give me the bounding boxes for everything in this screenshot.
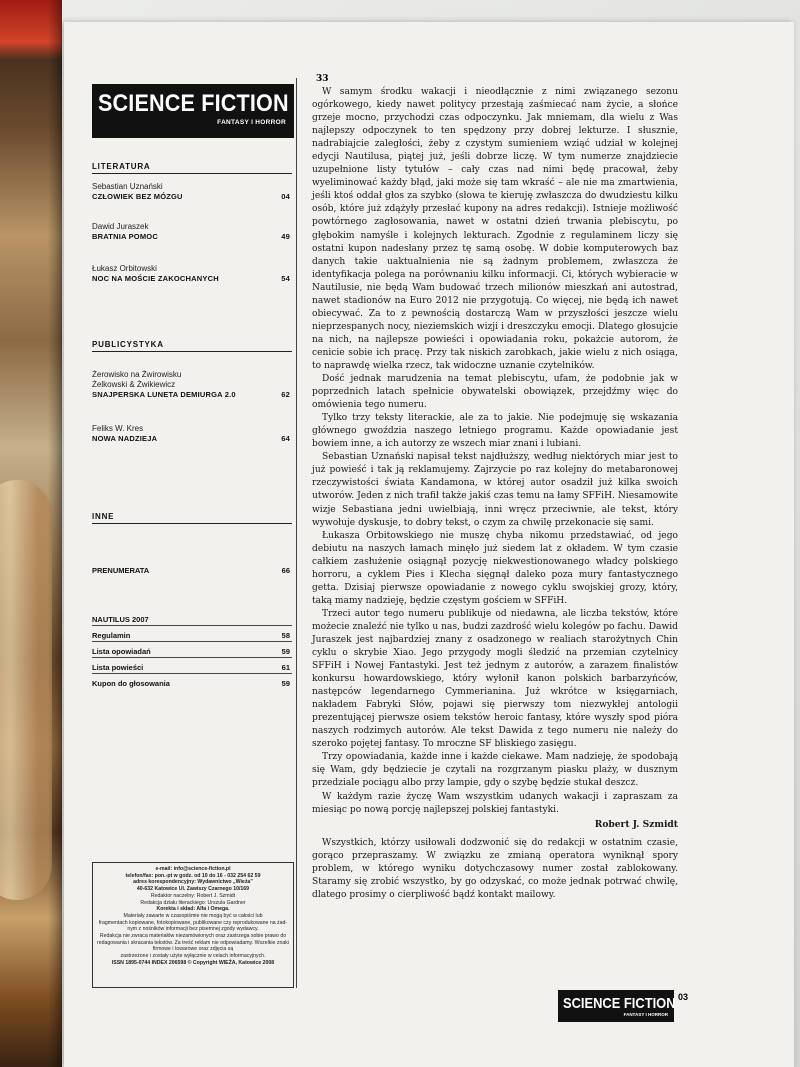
imprint-legal: redagowania i skracania tekstów. Za treść reklam nie odpowiadamy. Wszelkie znaki bbox=[97, 939, 289, 946]
editorial-paragraph: Łukasza Orbitowskiego nie muszę chyba nikomu przedstawiać, od jego debiutu na naszych łamach minęło już siedem lat z okładem. W tym czasie całkiem zasłużenie osiągnął pozycję niekwestionowanego władcy polskiego horroru, a cyklem Pies i Klecha sięgnął daleko poza mury fantastycznego getta. Dzisiaj pierwsze opowiadanie z nowego cyklu swojskiej grozy, który, taką mamy nadzieję, będzie częstym gościem w SFFiH. bbox=[312, 530, 678, 606]
toc-author: Sebastian Uznański bbox=[92, 182, 163, 191]
toc-page: 58 bbox=[281, 631, 290, 640]
toc-title: SNAJPERSKA LUNETA DEMIURGA 2.0 bbox=[92, 390, 236, 399]
toc-author-second: Żelkowski & Żwikiewicz bbox=[92, 380, 176, 389]
nautilus-item[interactable] bbox=[92, 646, 292, 658]
cover-illustration bbox=[0, 480, 52, 900]
toc-page: 54 bbox=[281, 274, 290, 283]
toc-author: Dawid Juraszek bbox=[92, 222, 149, 231]
page-number: 03 bbox=[678, 992, 689, 1002]
toc-entry-prenumerata[interactable] bbox=[92, 566, 292, 576]
toc-page: 64 bbox=[281, 434, 290, 443]
footer-logo bbox=[558, 990, 674, 1022]
editorial-paragraph: Tylko trzy teksty literackie, ale za to jakie. Nie podejmuję się wskazania głównego gwoździa naszego letniego programu. Każde opowiadanie jest bowiem inne, a ich autorzy ze wszech miar znani i lubiani. bbox=[312, 413, 678, 450]
masthead-subtitle: FANTASY I HORROR bbox=[217, 119, 286, 126]
editorial-paragraph: Trzy opowiadania, każde inne i każde ciekawe. Mam nadzieję, że spodobają się Wam, gdy będziecie je czytali na rozgrzanym piasku plaży, w dusznym przedziale pociągu albo przy lampie, gdy o szybę będzie stukał deszcz. bbox=[312, 752, 678, 789]
toc-title: NOC NA MOŚCIE ZAKOCHANYCH bbox=[92, 274, 219, 283]
imprint-literary: Redakcja działu literackiego: Urszula Gardner bbox=[140, 899, 246, 906]
editorial-text bbox=[312, 86, 678, 902]
imprint-phone: telefon/fax: pon.-pt w godz. od 10 do 16 - 032 254 62 59 bbox=[125, 872, 261, 879]
nautilus-item-label: Lista powieści bbox=[92, 663, 144, 672]
toc-page: 04 bbox=[281, 192, 290, 201]
imprint-address-city: 40-632 Katowice Ul. Zawiszy Czarnego 10/169 bbox=[136, 886, 250, 893]
toc-page: 49 bbox=[281, 232, 290, 241]
toc-entry[interactable] bbox=[92, 424, 292, 444]
toc-page: 59 bbox=[281, 679, 290, 688]
magazine-cover-edge bbox=[0, 0, 62, 1067]
imprint-proof: Korekta i skład: Alfa i Omega. bbox=[156, 906, 230, 913]
editorial-number: 33 bbox=[316, 74, 329, 84]
spine-shadow bbox=[48, 0, 62, 1067]
editorial-paragraph: Trzeci autor tego numeru publikuje od niedawna, ale liczba tekstów, które możecie znaleźć nie tylko u nas, budzi zazdrość wielu kolegów po fachu. Dawid Juraszek jest najbardziej znany z osadzonego w realiach starożytnych Chin cyklu o skrybie Xiao. Jego przygody mogli śledzić na przemian czytelnicy SFFiH i Nowej Fantastyki. Jest też jednym z autorów, a zarazem finalistów konkursu howardowskiego, który wyłonił kanon polskich barbarzyńców, następców legendarnego Cymmerianina. Już wkrótce w księgarniach, nakładem Fabryki Słów, pojawi się pierwszy tom niezwykłej antologii prezentującej pierwsze osiem tekstów heroic fantasy, które wyszły spod pióra naszych rodzimych autorów. Ale tekst Dawida z tego numeru nie należy do szeroko pojętej fantasy. To mroczne SF bliskiego zasięgu. bbox=[312, 608, 678, 750]
toc-entry[interactable] bbox=[92, 182, 292, 202]
toc-page: 66 bbox=[281, 566, 290, 575]
toc-title: CZŁOWIEK BEZ MÓZGU bbox=[92, 192, 183, 201]
editorial-note: Wszystkich, którzy usiłowali dodzwonić się do redakcji w ostatnim czasie, gorąco przepraszamy. W związku ze zmianą operatora wyniknął spory problem, w którego wyniku dotychczasowy numer został zablokowany. Staramy się zrobić wszystko, by go odzyskać, co może jednak potrwać chwilę, dlatego prosimy o cierpliwość bądź kontakt mailowy. bbox=[312, 837, 678, 900]
imprint-legal: Materiały zawarte w czasopiśmie nie mogą być w całości lub bbox=[123, 912, 263, 919]
editorial-paragraph: W każdym razie życzę Wam wszystkim udanych wakacji i zapraszam za miesiąc po nową porcję najlepszej polskiej fantastyki. bbox=[312, 791, 678, 815]
nautilus-item-label: Lista opowiadań bbox=[92, 647, 151, 656]
toc-author: Feliks W. Kres bbox=[92, 424, 144, 433]
toc-title: PRENUMERATA bbox=[92, 566, 150, 575]
toc-page: 61 bbox=[281, 663, 290, 672]
imprint-box bbox=[92, 862, 294, 988]
editorial-paragraph: Dość jednak marudzenia na temat plebiscytu, ufam, że podobnie jak w poprzednich latach spełnicie obywatelski obowiązek, przejdźmy więc do omówienia tego numeru. bbox=[312, 374, 678, 411]
masthead-title: SCIENCE FICTION bbox=[98, 90, 289, 117]
toc-author: Łukasz Orbitowski bbox=[92, 264, 157, 273]
imprint-legal: nym z nośników informacji bez pisemnej zgody wydawcy. bbox=[127, 926, 259, 933]
footer-logo-title: SCIENCE FICTION bbox=[563, 995, 676, 1012]
nautilus-item[interactable] bbox=[92, 662, 292, 674]
nautilus-item-label: Kupon do głosowania bbox=[92, 679, 170, 688]
nautilus-item-label: Regulamin bbox=[92, 631, 131, 640]
imprint-legal: zastrzeżone i zostały użyte wyłącznie w celach informacyjnych. bbox=[120, 953, 266, 960]
toc-title: BRATNIA POMOC bbox=[92, 232, 158, 241]
imprint-editor: Redaktor naczelny: Robert J. Szmidt bbox=[150, 892, 236, 899]
editorial-signature: Robert J. Szmidt bbox=[594, 818, 678, 830]
masthead bbox=[92, 84, 294, 138]
editorial-paragraph: Sebastian Uznański napisał tekst najdłuższy, według niektórych miar jest to już powieść i tak ją reklamujemy. Zajrzycie po raz kolejny do metabaronowej rzeczywistości świata Kandamona, w której autor osadził już kilka swoich utworów. Jeden z nich trafił także jakiś czas temu na łamy SFFiH. Niesamowite wizje Sebastiana jedni uwielbiają, inni wręcz przeciwnie, ale tekst, który wywołuje dyskusje, to dobry tekst, o czym za chwilę przekonacie się sami. bbox=[312, 452, 678, 528]
imprint-email: e-mail: info@science-fiction.pl bbox=[155, 866, 231, 872]
editorial-paragraph: W samym środku wakacji i nieodłącznie z nimi związanego sezonu ogórkowego, kiedy nawet politycy przestają zaśmiecać nam życie, a słońce grzeje mocno, przychodzi czas odpoczynku. Jak mniemam, dla wielu z Was najlepszy odpoczynek to ten spędzony przy dobrej lekturze. I słusznie, nadrabiajcie zaległości, żeby z czystym sumieniem wziąć udział w kolejnej edycji Nautilusa, piątej już, jeśli dobrze liczę. W tym numerze znajdziecie uzupełnione listy tytułów – cały czas nad nimi będę pracował, żeby wyeliminować każdy błąd, jaki może się tam wkraść – ale nie ma zmartwienia, jeśli ktoś oddał głos za szybko (słowa te kieruję zwłaszcza do dwudziestu kilku osób, które już zdążyły przesłać kupony na adres redakcji). Istnieje możliwość powtórnego zagłosowania, nawet w ostatni dzień trwania plebiscytu, po głębokim namyśle i kolejnych lekturach. Zgodnie z regulaminem liczy się ostatni kupon nadesłany przez tę samą osobę. W dobie komputerowych baz danych takie uaktualnienia nie są żadnym problemem, zwłaszcza że identyfikacja polega na porównaniu kilku informacji. Ci, których wybieracie w Nautilusie, nie będą Wam budować trzech milionów mieszkań ani autostrad, nawet stadionów na Euro 2012 nie przygotują. Co więcej, nie będą ich nawet obiecywać. Za to z pewnością dostarczą Wam w przyszłości jeszcze wielu nieprzespanych nocy, nieziemskich wizji i dreszczyku emocji. Dlatego głosujcie na nich, na najlepsze powieści i opowiadania roku, pokażcie autorom, że cenicie sobie ich pracę. Przy tak niskich zarobkach, jakie wielu z nich osiąga, to naprawdę wielka rzecz, tak widoczne uznanie czytelników. bbox=[312, 87, 678, 371]
section-heading-publicystyka: PUBLICYSTYKA bbox=[92, 340, 292, 352]
imprint-legal: Redakcja nie zwraca materiałów niezamówionych oraz zastrzega sobie prawo do bbox=[99, 933, 287, 940]
toc-entry[interactable] bbox=[92, 222, 292, 242]
column-divider bbox=[296, 78, 297, 988]
toc-entry[interactable] bbox=[92, 264, 292, 284]
toc-author: Żerowisko na Żwirowisku bbox=[92, 370, 182, 379]
toc-title: NOWA NADZIEJA bbox=[92, 434, 158, 443]
imprint-issn: ISSN 1895-0744 INDEX 206598 © Copyright WIEŻA, Katowice 2008 bbox=[111, 959, 275, 966]
imprint-legal: firmowe i towarowe oraz zdjęcia są bbox=[152, 946, 234, 953]
nautilus-title: NAUTILUS 2007 bbox=[92, 615, 149, 624]
nautilus-heading bbox=[92, 614, 292, 626]
nautilus-item[interactable] bbox=[92, 678, 292, 689]
imprint-address: adres korespondencyjny: Wydawnictwo „Wieża” bbox=[133, 879, 253, 886]
toc-entry[interactable] bbox=[92, 370, 292, 400]
nautilus-item[interactable] bbox=[92, 630, 292, 642]
toc-page: 59 bbox=[281, 647, 290, 656]
section-heading-literatura: LITERATURA bbox=[92, 162, 292, 174]
toc-page: 62 bbox=[281, 390, 290, 399]
section-heading-inne: INNE bbox=[92, 512, 292, 524]
imprint-legal: fragmentach kopiowane, fotokopiowane, publikowane czy reprodukowane na żad- bbox=[98, 919, 288, 926]
footer-logo-subtitle: FANTASY I HORROR bbox=[623, 1012, 668, 1017]
